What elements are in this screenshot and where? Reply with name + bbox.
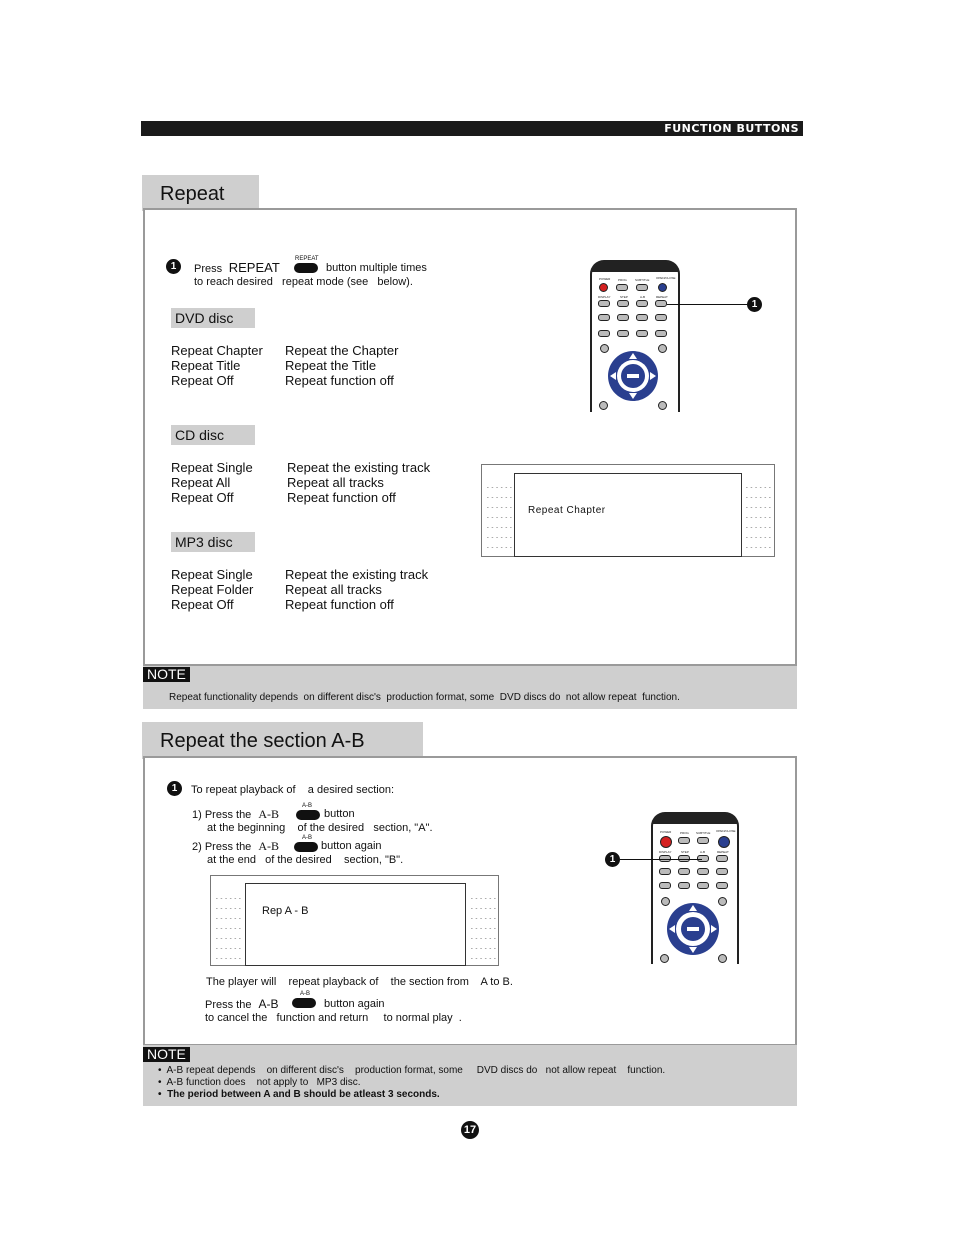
remote-label: OPEN/CLOSE (716, 829, 736, 833)
repeat-button-caption: REPEAT (295, 256, 319, 262)
eject-icon (658, 283, 667, 292)
remote-button (598, 300, 610, 307)
navigation-dpad-icon (665, 901, 721, 957)
mp3-heading: MP3 disc (171, 532, 255, 552)
remote-button (697, 837, 709, 844)
instruction-line2: to reach desired repeat mode (see below). (194, 276, 413, 288)
mode-desc: Repeat function off (285, 597, 394, 612)
ab-step1-line2: at the beginning of the desired section, "A". (207, 822, 433, 834)
remote-label: DISPLAY (659, 850, 672, 854)
mode-desc: Repeat the existing track (287, 460, 431, 475)
remote-button (598, 330, 610, 337)
ab-cancel-line2: to cancel the function and return to normal play . (205, 1012, 462, 1024)
remote-label: PROG (618, 278, 627, 282)
dvd-modes (171, 343, 263, 388)
ab-button-icon (292, 998, 316, 1008)
note-item-text: The period between A and B should be atleast 3 seconds. (167, 1089, 440, 1100)
ab-key-name: A-B (258, 839, 280, 853)
remote-button (678, 868, 690, 875)
callout-number-badge: 1 (605, 852, 620, 867)
mode-label: Repeat Folder (171, 582, 254, 597)
tv-screen (245, 883, 466, 966)
ab-button-caption: A-B (302, 835, 313, 841)
remote-button (636, 330, 648, 337)
mp3-modes (171, 567, 253, 612)
speaker-grille-left: ------ ------ ------ ------ ------ ------ ------ (215, 895, 243, 962)
note-label: NOTE (143, 667, 190, 682)
remote-label: OPEN/CLOSE (656, 276, 676, 280)
eject-icon (718, 836, 730, 848)
remote-button (716, 855, 728, 862)
repeat-key-name: REPEAT (228, 260, 280, 275)
ab-key-name: A-B (258, 997, 279, 1011)
mode-label: Repeat Off (171, 597, 234, 612)
callout-leader-line (667, 304, 747, 305)
note-item: • A-B function does not apply to MP3 disc. (158, 1077, 361, 1088)
speaker-grille-left: ------ ------ ------ ------ ------ ------ ------ (486, 484, 514, 551)
note-item-text: A-B repeat depends on different disc's production format, some DVD discs do not allow repeat function. (166, 1065, 666, 1076)
note-item: • The period between A and B should be atleast 3 seconds. (158, 1089, 440, 1100)
remote-label: POWER (599, 277, 611, 281)
mode-desc: Repeat function off (287, 490, 396, 505)
ab-button-caption: A-B (300, 991, 311, 997)
note-list (158, 1065, 665, 1101)
remote-button (636, 284, 648, 291)
tv-screen (514, 473, 742, 557)
remote-button (617, 330, 629, 337)
remote-button (655, 314, 667, 321)
remote-label: SUBTITLE (696, 831, 711, 835)
speaker-grille-right: ------ ------ ------ ------ ------ ------ ------ (745, 484, 773, 551)
mode-label: Repeat Single (171, 460, 253, 475)
mp3-descs (285, 567, 428, 612)
mode-desc: Repeat function off (285, 373, 394, 388)
remote-button (716, 882, 728, 889)
mode-label: Repeat All (171, 475, 231, 490)
speaker-grille-right: ------ ------ ------ ------ ------ ------ ------ (470, 895, 498, 962)
step-prefix: Press the (205, 999, 252, 1011)
ab-key-name: A-B (258, 807, 280, 821)
menu-button-icon (599, 401, 608, 410)
ab-button-icon (294, 842, 318, 852)
remote-control-illustration (590, 260, 680, 412)
mode-label: Repeat Off (171, 490, 234, 505)
repeat-remote-button (655, 300, 667, 307)
instruction-line1-tail: button multiple times (326, 262, 427, 274)
ab-button-caption: A-B (302, 803, 313, 809)
remote-label: STEP (620, 295, 628, 299)
note-text: Repeat functionality depends on different disc's production format, some DVD discs do not allow repeat function. (169, 692, 680, 703)
menu-button-icon (660, 954, 669, 963)
remote-label: REPEAT (656, 295, 668, 299)
remote-label: PROG (680, 831, 689, 835)
remote-label: POWER (660, 830, 672, 834)
remote-button (678, 882, 690, 889)
header-bar (141, 121, 803, 136)
remote-button (616, 284, 628, 291)
note-item-text: A-B function does not apply to MP3 disc. (166, 1077, 361, 1088)
callout-number-badge: 1 (747, 297, 762, 312)
dvd-descs (285, 343, 398, 388)
remote-control-illustration (651, 812, 739, 964)
remote-button (655, 330, 667, 337)
cd-modes (171, 460, 253, 505)
ab-title: Repeat the section A-B (142, 722, 423, 759)
remote-label: A-B (700, 850, 706, 854)
repeat-button-icon (294, 263, 318, 273)
step-tail: button again (321, 840, 382, 852)
tv-screen-illustration (210, 875, 499, 966)
remote-label: SUBTITLE (635, 278, 650, 282)
remote-button (598, 314, 610, 321)
section-label: FUNCTION BUTTONS (664, 122, 799, 135)
screen-osd-text: Rep A - B (262, 905, 309, 917)
remote-button (617, 300, 629, 307)
mode-desc: Repeat the existing track (285, 567, 429, 582)
mode-label: Repeat Title (171, 358, 241, 373)
remote-label: DISPLAY (598, 295, 611, 299)
remote-button (697, 868, 709, 875)
remote-button (659, 882, 671, 889)
page-number-badge: 17 (461, 1121, 479, 1139)
remote-button (678, 837, 690, 844)
mode-desc: Repeat the Title (285, 358, 377, 373)
note-label: NOTE (143, 1047, 190, 1062)
power-icon (660, 836, 672, 848)
mode-label: Repeat Single (171, 567, 253, 582)
callout-leader-line (620, 859, 702, 860)
remote-button (636, 300, 648, 307)
remote-button (636, 314, 648, 321)
step-tail: button (324, 808, 355, 820)
cd-heading: CD disc (171, 425, 255, 445)
ab-cancel-line1 (205, 997, 279, 1012)
mode-label: Repeat Off (171, 373, 234, 388)
dvd-heading: DVD disc (171, 308, 255, 328)
remote-label: A-B (640, 295, 646, 299)
navigation-dpad-icon (606, 348, 660, 404)
remote-button (617, 314, 629, 321)
cd-descs (287, 460, 430, 505)
mode-desc: Repeat all tracks (285, 582, 382, 597)
step-prefix: 2) Press the (192, 841, 252, 853)
mode-desc: Repeat the Chapter (285, 343, 399, 358)
remote-button (697, 882, 709, 889)
remote-button (716, 868, 728, 875)
note-item: • A-B repeat depends on different disc's production format, some DVD discs do not allow repeat function. (158, 1065, 666, 1076)
ab-step2-line1 (192, 839, 279, 854)
remote-label: STEP (681, 850, 689, 854)
step-number-badge: 1 (167, 781, 182, 796)
screen-osd-text: Repeat Chapter (528, 505, 606, 516)
step-tail: button again (324, 998, 385, 1010)
repeat-title: Repeat (142, 175, 259, 211)
step-prefix: 1) Press the (192, 809, 252, 821)
ab-step2-line2: at the end of the desired section, "B". (207, 854, 404, 866)
ab-step1-line1 (192, 807, 279, 822)
power-icon (599, 283, 608, 292)
mode-label: Repeat Chapter (171, 343, 263, 358)
amode-button-icon (658, 401, 667, 410)
press-word: Press (194, 263, 223, 275)
amode-button-icon (718, 954, 727, 963)
ab-intro: To repeat playback of a desired section: (191, 784, 395, 796)
ab-result-line: The player will repeat playback of the section from A to B. (206, 976, 513, 988)
mode-desc: Repeat all tracks (287, 475, 384, 490)
step-number-badge: 1 (166, 259, 181, 274)
ab-button-icon (296, 810, 320, 820)
tv-screen-illustration (481, 464, 775, 557)
remote-button (659, 868, 671, 875)
remote-label: REPEAT (717, 850, 729, 854)
